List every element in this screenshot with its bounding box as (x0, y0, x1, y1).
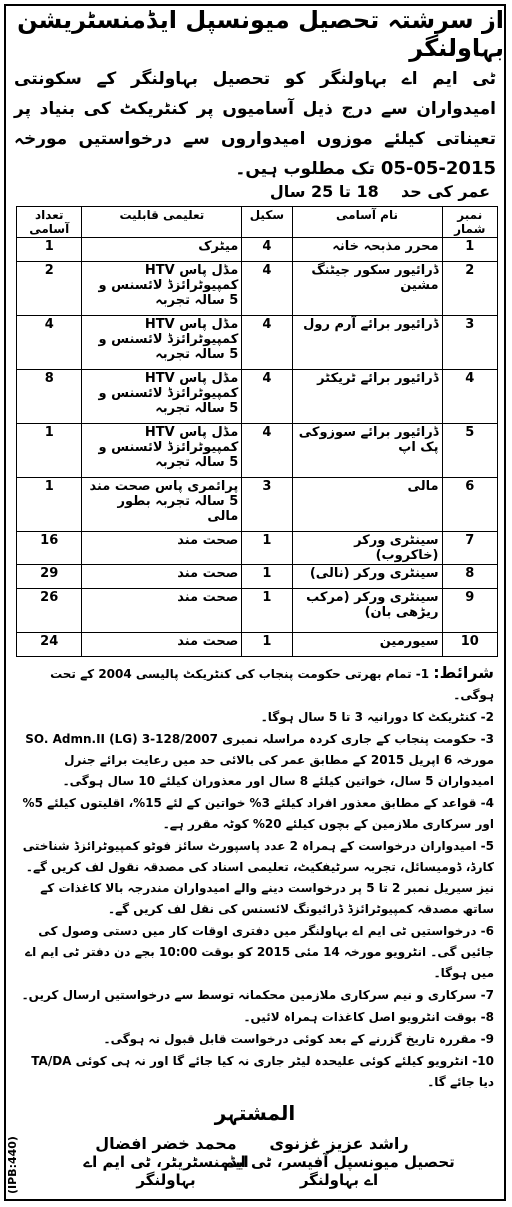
cell-scale: 4 (242, 238, 292, 262)
age-limit-label: عمر کی حد (400, 182, 490, 201)
cell-post: ڈرائیور برائے سوزوکی پک اپ (292, 424, 442, 478)
table-row (17, 633, 498, 657)
ipb-code-box (4, 1106, 26, 1196)
cell-serial: 7 (442, 532, 497, 565)
cell-scale: 1 (242, 532, 292, 565)
table-row (17, 478, 498, 532)
cell-count: 26 (17, 589, 82, 633)
condition-item: 3- حکومت پنجاب کے جاری کردہ مراسلہ نمبری SO. Admn.II (LG) 3-128/2007 مورخہ 6 اپریل 2015 کے مطابق عمر کی بالائی حد میں رعایت برائے جنرل امیدواران 5 سال، خواتین کیلئے 8 سال اور معذوران کیلئے 10 سال ہوگی۔ (25, 732, 494, 788)
cell-scale: 4 (242, 424, 292, 478)
condition-item (16, 662, 494, 706)
table-row (17, 565, 498, 589)
page-title: از سرشتہ تحصیل میونسپل ایڈمنسٹریشن بہاولنگر (17, 6, 504, 62)
condition-item: 4- قواعد کے مطابق معذور افراد کیلئے 3% خواتین کے لئے 15%، اقلیتوں کیلئے 5% اور سرکاری ملازمین کے بچوں کیلئے 20% کوٹہ مقرر ہے۔ (22, 796, 494, 831)
vacancies-table (16, 206, 498, 657)
signatory-name: راشد عزیز غزنوی (269, 1134, 409, 1153)
header-count: تعداد آسامی (17, 207, 82, 238)
cell-qualification: صحت مند (82, 532, 242, 565)
signatory-name: محمد خضر افضال (95, 1134, 237, 1153)
cell-serial: 1 (442, 238, 497, 262)
conditions-section (16, 662, 494, 1094)
cell-qualification: صحت مند (82, 633, 242, 657)
condition-item: 6- درخواستیں ٹی ایم اے بہاولنگر میں دفتری اوقات کار میں دستی وصول کی جائیں گی۔ انٹرویو مورخہ 14 مئی 2015 کو بوقت 10:00 بجے دن دفتر ٹی ایم اے میں ہوگا۔ (25, 924, 494, 980)
cell-count: 8 (17, 370, 82, 424)
cell-qualification: پرائمری پاس صحت مند 5 سالہ تجربہ بطور مالی (82, 478, 242, 532)
condition-item: 10- انٹرویو کیلئے کوئی علیحدہ لیٹر جاری نہ کیا جائے گا اور نہ ہی کوئی TA/DA دیا جائے گا۔ (31, 1054, 494, 1089)
cell-qualification: مڈل پاس HTV کمپیوٹرائزڈ لائسنس و 5 سالہ تجربہ (82, 370, 242, 424)
age-limit (270, 182, 490, 201)
header-serial: نمبر شمار (442, 207, 497, 238)
advertiser-label: المشتہر (214, 1101, 296, 1125)
advertisement-frame (4, 4, 506, 1201)
cell-post: ڈرائیور برائے ٹریکٹر (292, 370, 442, 424)
cell-post: مالی (292, 478, 442, 532)
header-qualification: تعلیمی قابلیت (82, 207, 242, 238)
intro-text: ٹی ایم اے بہاولنگر کو تحصیل بہاولنگر کے سکونتی امیدواران سے درج ذیل آسامیوں پر کنٹریکٹ کی بنیاد پر تعیناتی کیلئے موزوں امیدواروں سے درخواستیں مورخہ (14, 69, 496, 149)
cell-serial: 8 (442, 565, 497, 589)
cell-qualification: مڈل پاس HTV کمپیوٹرائزڈ لائسنس و 5 سالہ تجربہ (82, 316, 242, 370)
condition-text: 1- تمام بھرتی حکومت پنجاب کی کنٹریکٹ پالیسی 2004 کے تحت ہوگی۔ (50, 667, 494, 702)
condition-item: 8- بوقت انٹرویو اصل کاغذات ہمراہ لائیں۔ (243, 1010, 494, 1024)
cell-qualification: مڈل پاس HTV کمپیوٹرائزڈ لائسنس و 5 سالہ تجربہ (82, 424, 242, 478)
cell-post: ڈرائیور سکور جیٹنگ مشین (292, 262, 442, 316)
cell-scale: 1 (242, 565, 292, 589)
table-row (17, 316, 498, 370)
cell-post: سیورمین (292, 633, 442, 657)
cell-count: 1 (17, 424, 82, 478)
signatory-title: ایڈمنسٹریٹر، ٹی ایم اے بہاولنگر (83, 1153, 249, 1189)
cell-serial: 4 (442, 370, 497, 424)
cell-count: 1 (17, 478, 82, 532)
cell-post: ڈرائیور برائے آرم رول (292, 316, 442, 370)
cell-scale: 4 (242, 316, 292, 370)
condition-item: 9- مقررہ تاریخ گزرنے کے بعد کوئی درخواست قابل قبول نہ ہوگی۔ (103, 1032, 494, 1046)
table-row (17, 262, 498, 316)
conditions-heading: شرائط: (433, 663, 494, 682)
intro-suffix: تک مطلوب ہیں۔ (235, 159, 375, 179)
table-row (17, 238, 498, 262)
cell-count: 24 (17, 633, 82, 657)
condition-item: 5- امیدواران درخواست کے ہمراہ 2 عدد پاسپورٹ سائز فوٹو کمپیوٹرائزڈ شناختی کارڈ، ڈومیسائل، تجربہ سرٹیفکیٹ، تعلیمی اسناد کی مصدقہ نقول لف کریں گے۔ نیز سیریل نمبر 2 تا 5 پر درخواست دینے والے امیدواران مندرجہ بالا کاغذات کے ساتھ مصدقہ کمپیوٹرائزڈ ڈرائیونگ لائسنس کی نقل لف کریں گے۔ (22, 839, 494, 916)
deadline-date: 05-05-2015 (380, 158, 496, 179)
condition-item: 2- کنٹریکٹ کا دورانیہ 3 تا 5 سال ہوگا۔ (260, 710, 494, 724)
header-scale: سکیل (242, 207, 292, 238)
table-row (17, 532, 498, 565)
condition-item: 7- سرکاری و نیم سرکاری ملازمین محکمانہ توسط سے درخواستیں ارسال کریں۔ (21, 988, 494, 1002)
cell-post: سینٹری ورکر (مرکب ریڑھی بان) (292, 589, 442, 633)
cell-count: 4 (17, 316, 82, 370)
cell-scale: 4 (242, 370, 292, 424)
cell-count: 29 (17, 565, 82, 589)
cell-serial: 10 (442, 633, 497, 657)
cell-count: 2 (17, 262, 82, 316)
cell-serial: 2 (442, 262, 497, 316)
cell-qualification: مڈل پاس HTV کمپیوٹرائزڈ لائسنس و 5 سالہ تجربہ (82, 262, 242, 316)
table-row (17, 424, 498, 478)
cell-post: محرر مذبحہ خانہ (292, 238, 442, 262)
table-row (17, 370, 498, 424)
table-row (17, 589, 498, 633)
table-header-row (17, 207, 498, 238)
cell-serial: 5 (442, 424, 497, 478)
cell-scale: 4 (242, 262, 292, 316)
cell-serial: 6 (442, 478, 497, 532)
cell-post: سینٹری ورکر (نالی) (292, 565, 442, 589)
intro-paragraph (14, 64, 496, 184)
cell-count: 1 (17, 238, 82, 262)
cell-qualification: صحت مند (82, 589, 242, 633)
ipb-code: (IPB:440) (6, 1136, 19, 1194)
cell-qualification: صحت مند (82, 565, 242, 589)
cell-scale: 1 (242, 589, 292, 633)
cell-scale: 3 (242, 478, 292, 532)
signatory-title: تحصیل میونسپل آفیسر، ٹی ایم اے بہاولنگر (223, 1153, 455, 1189)
signature-tmo (214, 1134, 464, 1189)
age-limit-value: 18 تا 25 سال (269, 182, 379, 201)
cell-serial: 3 (442, 316, 497, 370)
cell-count: 16 (17, 532, 82, 565)
cell-scale: 1 (242, 633, 292, 657)
cell-qualification: میٹرک (82, 238, 242, 262)
header-post: نام آسامی (292, 207, 442, 238)
cell-serial: 9 (442, 589, 497, 633)
cell-post: سینٹری ورکر (خاکروب) (292, 532, 442, 565)
